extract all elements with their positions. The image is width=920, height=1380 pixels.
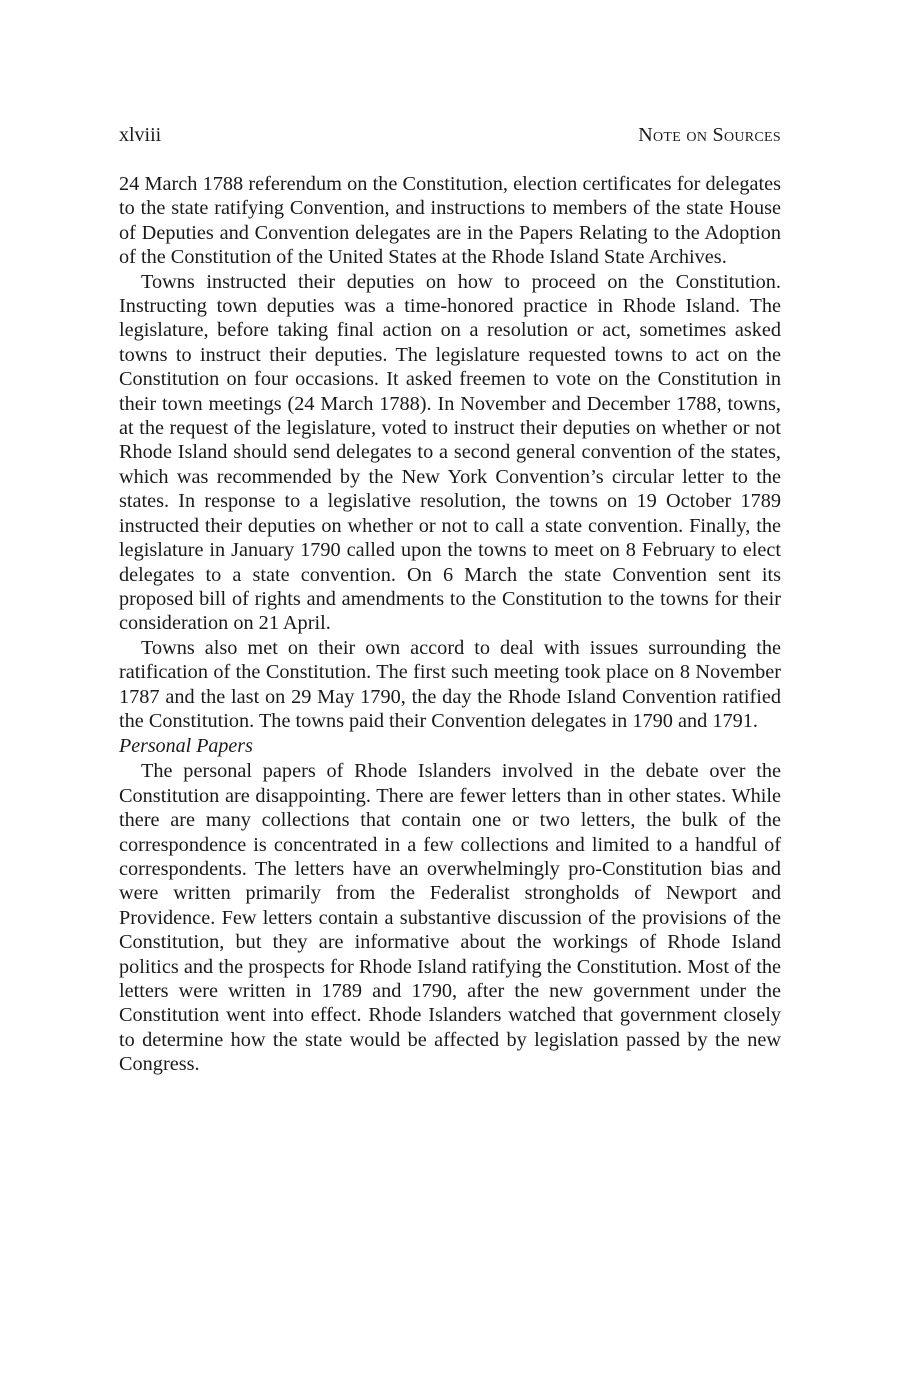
paragraph-personal-papers: The personal papers of Rhode Islanders involved in the debate over the Constitution are disappointing. There are fewer letters than in other states. While there are many collections that contain one or two letters, the bulk of the correspondence is concentrated in a few collections and limited to a handful of correspondents. The letters have an overwhelmingly pro-Constitution bias and were written primarily from the Federalist strongholds of Newport and Providence. Few letters contain a substantive discussion of the provisions of the Constitution, but they are informative about the workings of Rhode Island politics and the prospects for Rhode Island ratifying the Constitution. Most of the letters were written in 1789 and 1790, after the new government under the Constitution went into effect. Rhode Islanders watched that government closely to determine how the state would be affected by legislation passed by the new Congress.	[119, 760, 781, 1076]
paragraph-town-instructions: Towns instructed their deputies on how to proceed on the Constitution. Instructing town deputies was a time-honored practice in Rhode Island. The legislature, before taking final action on a resolution or act, sometimes asked towns to instruct their deputies. The legislature requested towns to act on the Constitution on four occasions. It asked freemen to vote on the Constitution in their town meetings (24 March 1788). In November and December 1788, towns, at the request of the legislature, voted to instruct their deputies on whether or not Rhode Island should send delegates to a second general convention of the states, which was recommended by the New York Convention’s circular letter to the states. In response to a legislative resolution, the towns on 19 October 1789 instructed their deputies on whether or not to call a state convention. Finally, the legislature in January 1790 called upon the towns to meet on 8 February to elect delegates to a state convention. On 6 March the state Convention sent its proposed bill of rights and amendments to the Constitution to the towns for their consideration on 21 April.	[119, 270, 781, 635]
page-number: xlviii	[119, 124, 162, 146]
paragraph-town-meetings: Towns also met on their own accord to deal with issues surrounding the ratification of the Constitution. The first such meeting took place on 8 November 1787 and the last on 29 May 1790, the day the Rhode Island Convention ratified the Constitution. The towns paid their Convention delegates in 1790 and 1791.	[119, 636, 781, 732]
section-heading: Personal Papers	[119, 735, 253, 758]
running-head	[119, 120, 781, 150]
body-text	[119, 172, 781, 1077]
running-head-title: Note on Sources	[638, 124, 781, 146]
paragraph-continued: 24 March 1788 referendum on the Constitution, election certificates for delegates to the state ratifying Convention, and instructions to members of the state House of Deputies and Convention delegates are in the Papers Relating to the Adoption of the Constitution of the United States at the Rhode Island State Archives.	[119, 173, 781, 269]
book-page	[119, 120, 781, 1077]
